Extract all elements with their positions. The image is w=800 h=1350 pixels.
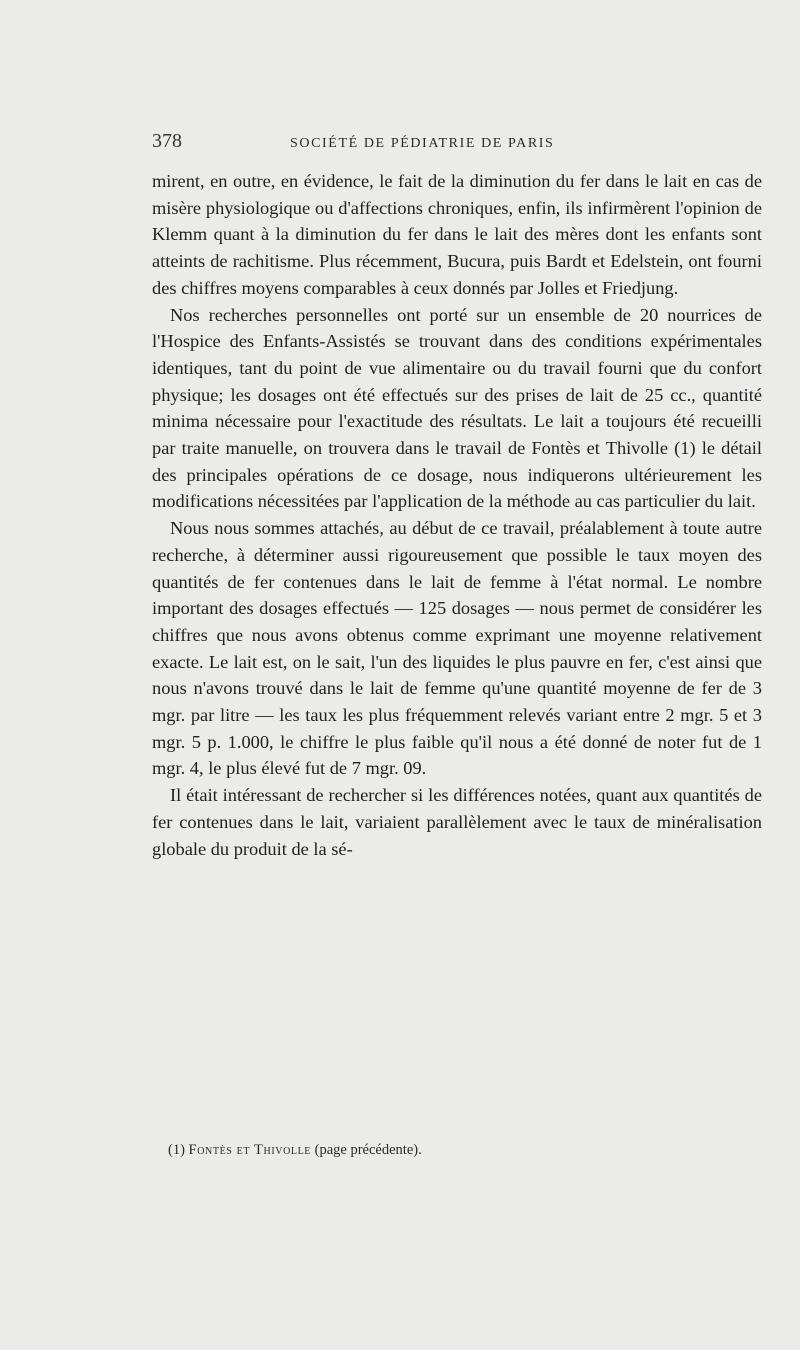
body-text — [152, 168, 762, 862]
running-title: SOCIÉTÉ DE PÉDIATRIE DE PARIS — [290, 136, 555, 151]
paragraph-1: mirent, en outre, en évidence, le fait de la diminution du fer dans le lait en cas de misère physiologique ou d'affections chroniques, enfin, ils infirmèrent l'opinion de Klemm quant à la diminution du fer dans le lait des mères dont les enfants sont atteints de rachitisme. Plus récemment, Bucura, puis Bardt et Edelstein, ont fourni des chiffres moyens comparables à ceux donnés par Jolles et Friedjung. — [152, 171, 762, 298]
paragraph-4: Il était intéressant de rechercher si les différences notées, quant aux quantités de fer contenues dans le lait, variaient parallèlement avec le taux de minéralisation globale du produit de la sé- — [152, 785, 762, 859]
paragraph-3: Nous nous sommes attachés, au début de ce travail, préalablement à toute autre recherche, à déterminer aussi rigoureusement que possible le taux moyen des quantités de fer contenues dans le lait de femme à l'état normal. Le nombre important des dosages effectués — 125 dosages — nous permet de considérer les chiffres que nous avons obtenus comme exprimant une moyenne relativement exacte. Le lait est, on le sait, l'un des liquides le plus pauvre en fer, c'est ainsi que nous n'avons trouvé dans le lait de femme qu'une quantité moyenne de fer de 3 mgr. par litre — les taux les plus fréquemment relevés variant entre 2 mgr. 5 et 3 mgr. 5 p. 1.000, le chiffre le plus faible qu'il nous a été donné de noter fut de 1 mgr. 4, le plus élevé fut de 7 mgr. 09. — [152, 518, 762, 779]
footnote-marker: (1) — [168, 1142, 185, 1158]
paragraph-2: Nos recherches personnelles ont porté sur un ensemble de 20 nourrices de l'Hospice des Enfants-Assistés se trouvant dans des conditions expérimentales identiques, tant du point de vue alimentaire ou du travail fourni que du confort physique; les dosages ont été effectués sur des prises de lait de 25 cc., quantité minima nécessaire pour l'exactitude des résultats. Le lait a toujours été recueilli par traite manuelle, on trouvera dans le travail de Fontès et Thivolle (1) le détail des principales opérations de ce dosage, nous indiquerons ultérieurement les modifications nécessitées par l'application de la méthode au cas particulier du lait. — [152, 304, 762, 512]
footnote-authors: Fontès et Thivolle — [188, 1142, 312, 1158]
page-number: 378 — [152, 130, 182, 152]
page-header — [152, 130, 762, 153]
footnote-text: (page précédente). — [314, 1142, 422, 1158]
footnote — [168, 1142, 758, 1159]
